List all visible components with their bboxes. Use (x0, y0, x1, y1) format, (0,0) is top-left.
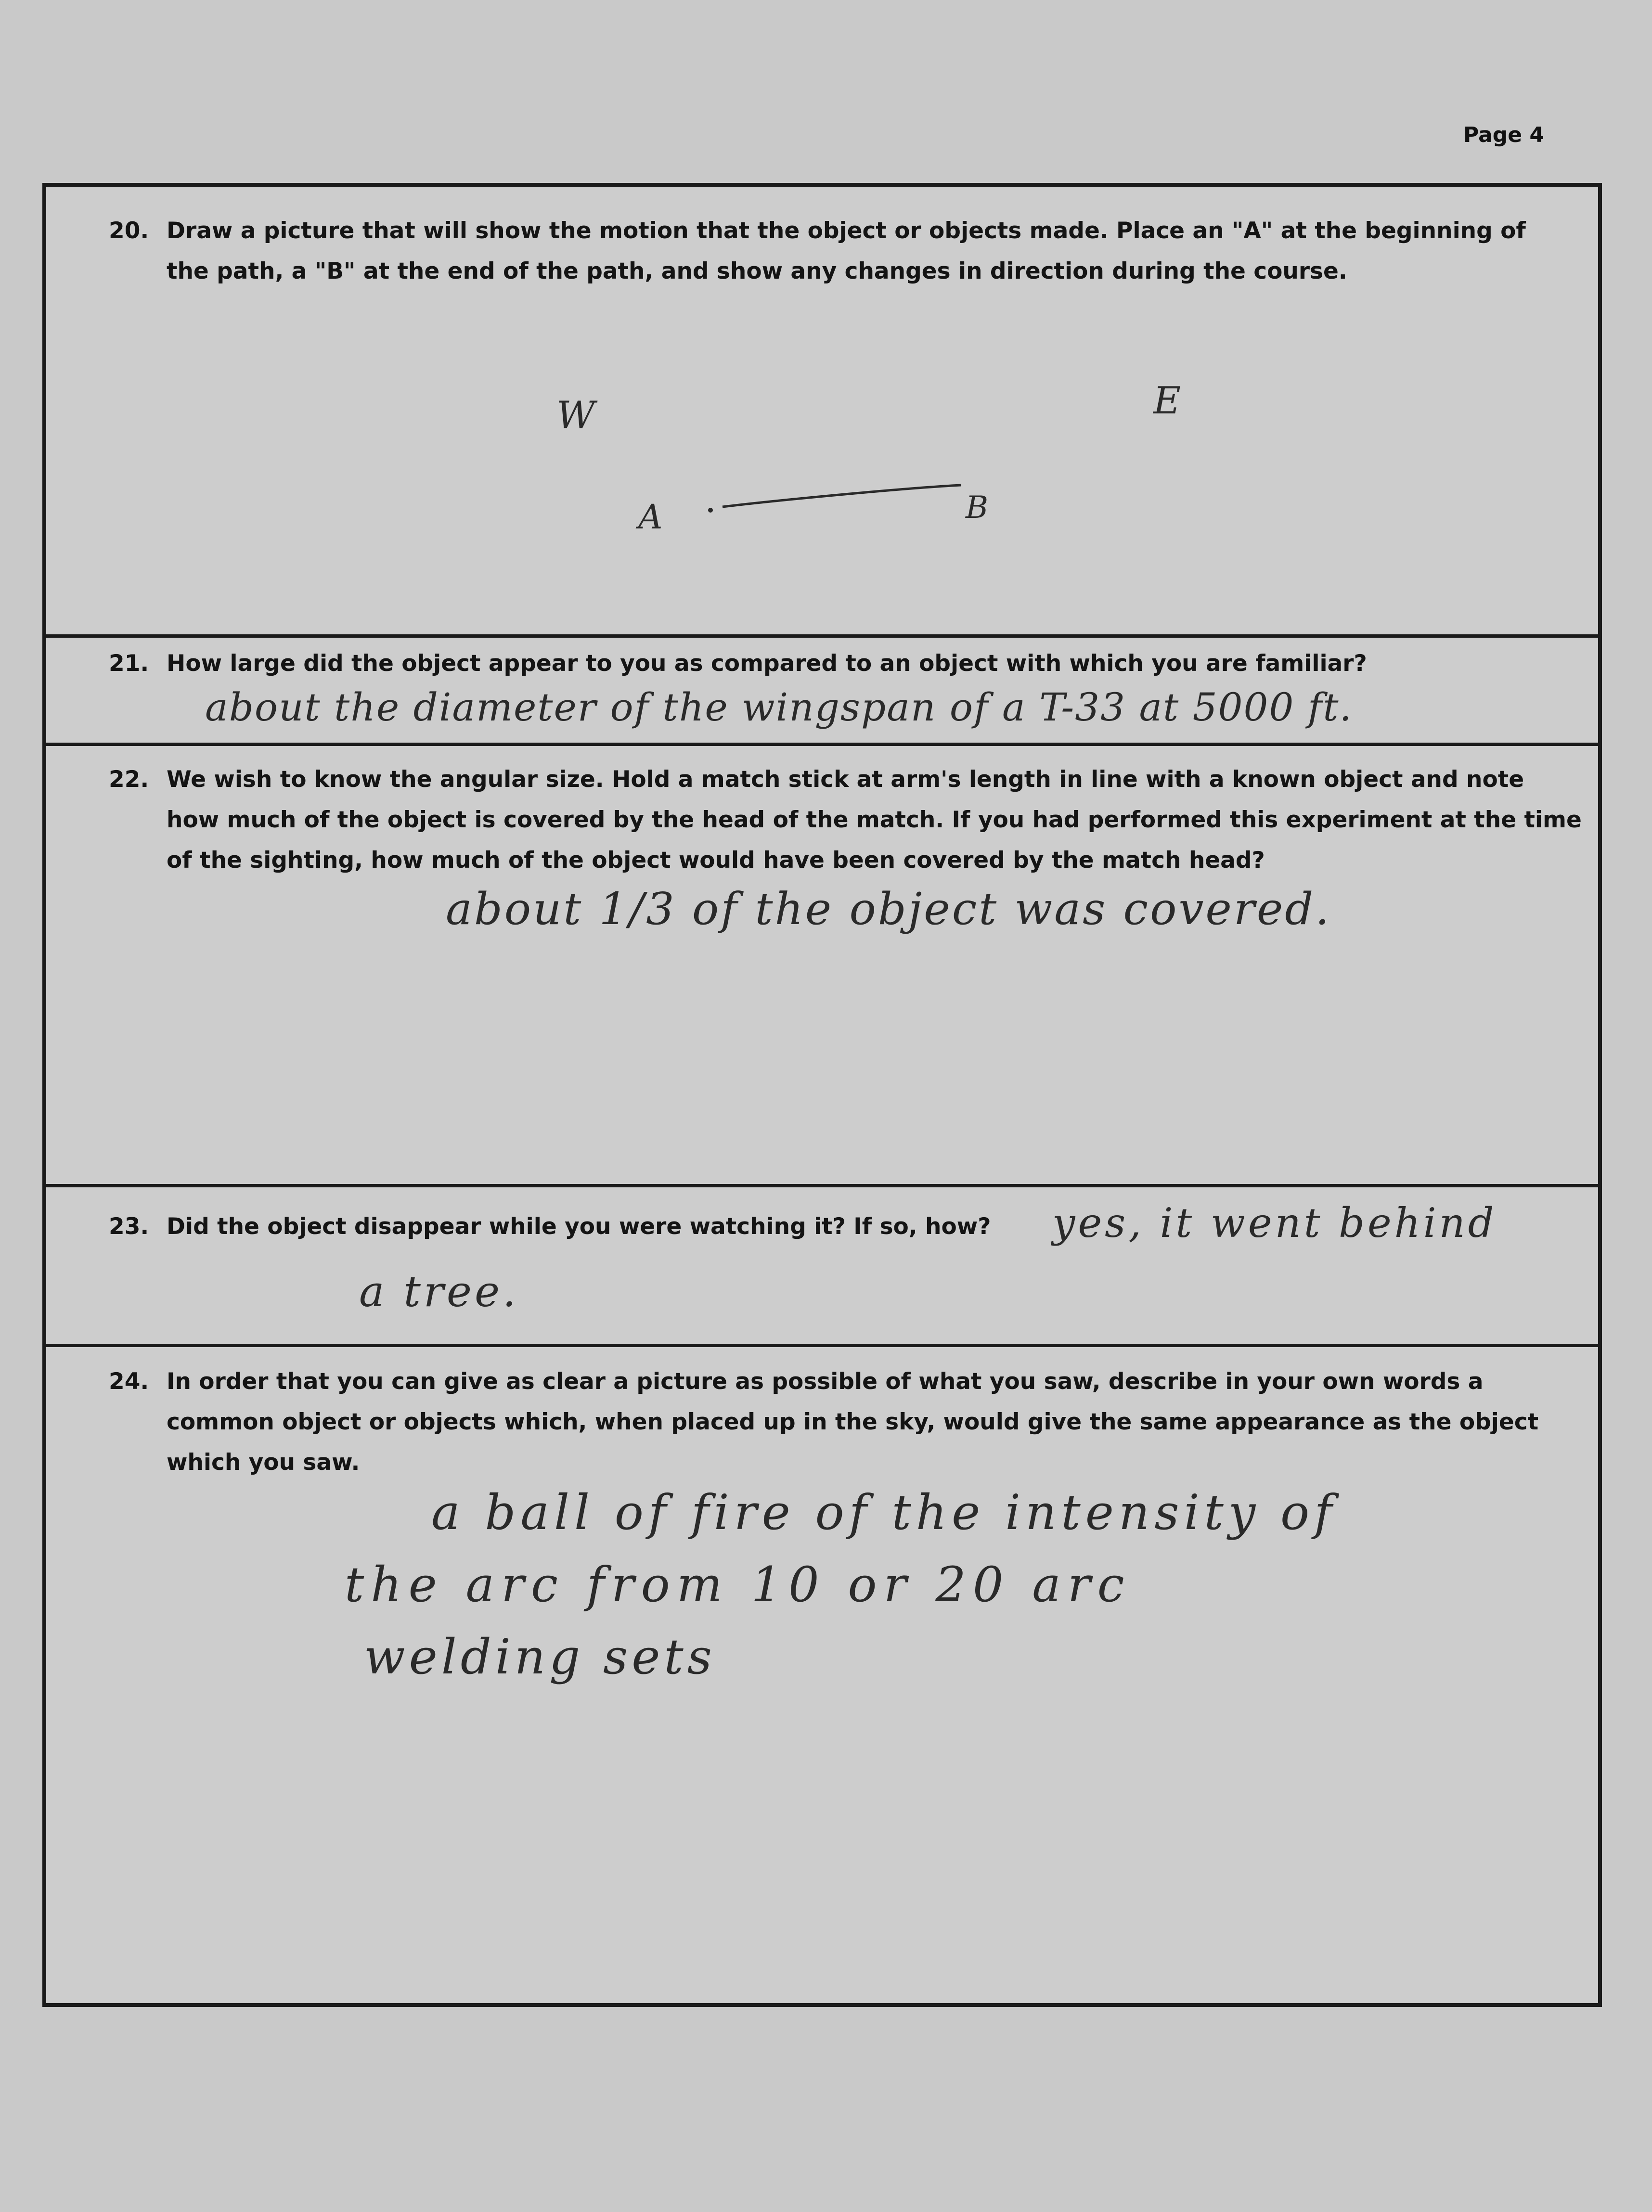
question-22-section (46, 746, 1598, 1184)
question-23 (109, 1207, 1071, 1247)
question-22 (109, 759, 1582, 881)
question-text: How large did the object appear to you as compared to an object with which you are familiar? (167, 650, 1367, 677)
question-text-line-2: how much of the object is covered by the head of the match. If you had performed this experiment at the time (167, 807, 1582, 833)
question-24-section (46, 1347, 1598, 2002)
question-text-line-2: the path, a "B" at the end of the path, and show any changes in direction during the course. (167, 258, 1347, 284)
question-21 (109, 643, 1553, 684)
start-point-label: A (638, 497, 663, 537)
section-divider (46, 743, 1598, 746)
answer-24-line-2: the arc from 10 or 20 arc (345, 1556, 1131, 1613)
motion-sketch (46, 187, 1598, 634)
question-number: 21. (109, 650, 149, 677)
questionnaire-form (42, 183, 1602, 2007)
answer-23-line-2: a tree. (359, 1267, 519, 1316)
answer-22: about 1/3 of the object was covered. (446, 883, 1331, 935)
question-number: 24. (109, 1368, 149, 1395)
answer-24-line-3: welding sets (364, 1629, 716, 1685)
question-text-line-1: Draw a picture that will show the motion that the object or objects made. Place an "A" at the beginning of (167, 218, 1526, 244)
path-start-dot (708, 508, 713, 513)
end-point-label: B (966, 490, 989, 526)
question-text-line-3: which you saw. (167, 1449, 360, 1476)
question-20-section (46, 187, 1598, 634)
east-label: E (1153, 379, 1181, 423)
question-number: 23. (109, 1213, 149, 1240)
question-23-section (46, 1187, 1598, 1344)
question-text-line-1: In order that you can give as clear a picture as possible of what you saw, describe in your own words a (167, 1368, 1484, 1395)
question-text-line-3: of the sighting, how much of the object would have been covered by the match head? (167, 847, 1265, 874)
answer-21: about the diameter of the wingspan of a T-33 at 5000 ft. (205, 685, 1353, 730)
question-text-line-1: We wish to know the angular size. Hold a match stick at arm's length in line with a known object and note (167, 766, 1524, 793)
page-number: Page 4 (1463, 123, 1545, 147)
section-divider (46, 1344, 1598, 1347)
motion-path-svg (46, 187, 1598, 634)
answer-23-line-1: yes, it went behind (1052, 1199, 1497, 1247)
question-number: 20. (109, 218, 149, 244)
question-21-section (46, 638, 1598, 743)
motion-path-line (723, 485, 961, 507)
section-divider (46, 634, 1598, 638)
answer-24-line-1: a ball of fire of the intensity of (431, 1484, 1337, 1541)
question-number: 22. (109, 766, 149, 793)
section-divider (46, 1184, 1598, 1187)
west-label: W (556, 394, 595, 437)
question-24 (109, 1362, 1553, 1483)
question-text: Did the object disappear while you were watching it? If so, how? (167, 1213, 991, 1240)
question-text-line-2: common object or objects which, when placed up in the sky, would give the same appearance as the object (167, 1409, 1539, 1435)
